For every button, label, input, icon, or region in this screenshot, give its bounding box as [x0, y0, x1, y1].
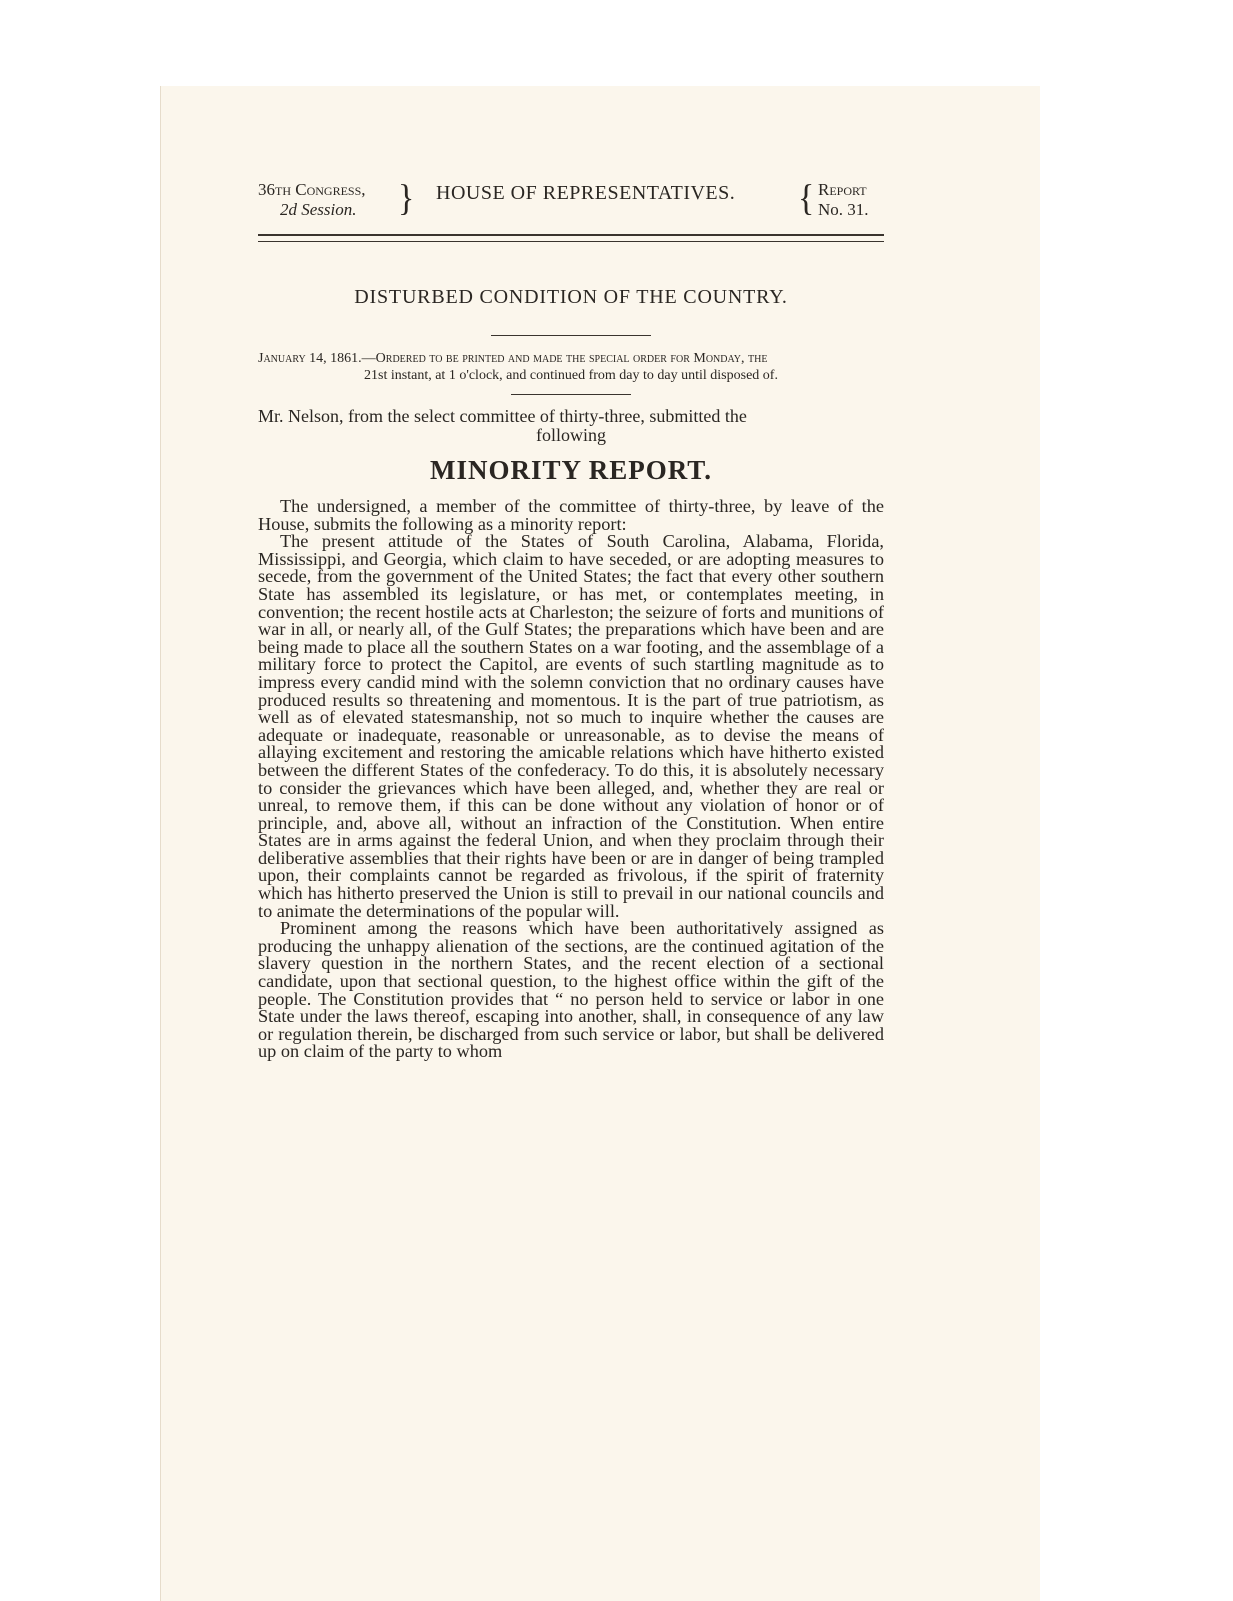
- document-header: [258, 180, 884, 228]
- document-content: [258, 180, 884, 1061]
- title-rule: [491, 335, 651, 336]
- report-label: Report: [818, 180, 867, 199]
- chamber-title: HOUSE OF REPRESENTATIVES.: [436, 182, 736, 204]
- order-note: [258, 350, 884, 384]
- congress-session: [258, 180, 366, 220]
- report-title: MINORITY REPORT.: [429, 455, 713, 485]
- submitted-by: [258, 407, 884, 445]
- left-brace: }: [398, 178, 415, 219]
- paragraph: The undersigned, a member of the committee of thirty-three, by leave of the House, submits the following as a minority report:: [258, 496, 884, 534]
- document-title: DISTURBED CONDITION OF THE COUNTRY.: [354, 286, 788, 308]
- congress-label: 36th Congress,: [258, 180, 366, 199]
- report-number: [818, 180, 869, 220]
- report-body: [258, 498, 884, 1061]
- paragraph: Prominent among the reasons which have been authoritatively assigned as producing the unhappy alienation of the sections, are the continued agitation of the slavery question in the northern States, and the recent election of a sectional candidate, upon that sectional question, to the highest office within the gift of the people. The Constitution provides that “ no person held to service or labor in one State under the laws thereof, escaping into another, shall, in consequence of any law or regulation therein, be discharged from such service or labor, but shall be delivered up on claim of the party to whom: [258, 918, 884, 1062]
- header-double-rule: [258, 234, 884, 242]
- right-brace: {: [798, 178, 815, 219]
- paragraph: The present attitude of the States of South Carolina, Alabama, Florida, Mississippi, and Georgia, which claim to have seceded, or are adopting measures to secede, from the government of the United States; the fact that every other southern State has assembled its legislature, or has met, or contemplates meeting, in convention; the recent hostile acts at Charleston; the seizure of forts and munitions of war in all, or nearly all, of the Gulf States; the preparations which have been and are being made to place all the southern States on a war footing, and the assemblage of a military force to protect the Capitol, are events of such startling magnitude as to impress every candid mind with the solemn conviction that no ordinary causes have produced results so threatening and momentous. It is the part of true patriotism, as well as of elevated statesmanship, not so much to inquire whether the causes are adequate or inadequate, reasonable or unreasonable, as to devise the means of allaying excitement and restoring the amicable relations which have hitherto existed between the different States of the confederacy. To do this, it is absolutely necessary to consider the grievances which have been alleged, and, whether they are real or unreal, to remove them, if this can be done without any violation of honor or of principle, and, above all, without an infraction of the Constitution. When entire States are in arms against the federal Union, and when they proclaim through their deliberative assemblies that their rights have been or are in danger of being trampled upon, their complaints cannot be regarded as frivolous, if the spirit of fraternity which has hitherto preserved the Union is still to prevail in our national councils and to animate the determinations of the popular will.: [258, 531, 884, 921]
- submitted-text: Mr. Nelson, from the select committee of thirty-three, submitted the: [258, 406, 747, 426]
- order-note-line1: January 14, 1861.—Ordered to be printed and made the special order for Monday, the: [258, 351, 768, 366]
- order-note-line2: 21st instant, at 1 o'clock, and continued from day to day until disposed of.: [364, 368, 778, 383]
- report-no: No. 31.: [818, 200, 869, 219]
- submitted-tail: following: [536, 425, 606, 445]
- order-note-rule: [511, 394, 631, 395]
- session-label: 2d Session.: [280, 200, 357, 219]
